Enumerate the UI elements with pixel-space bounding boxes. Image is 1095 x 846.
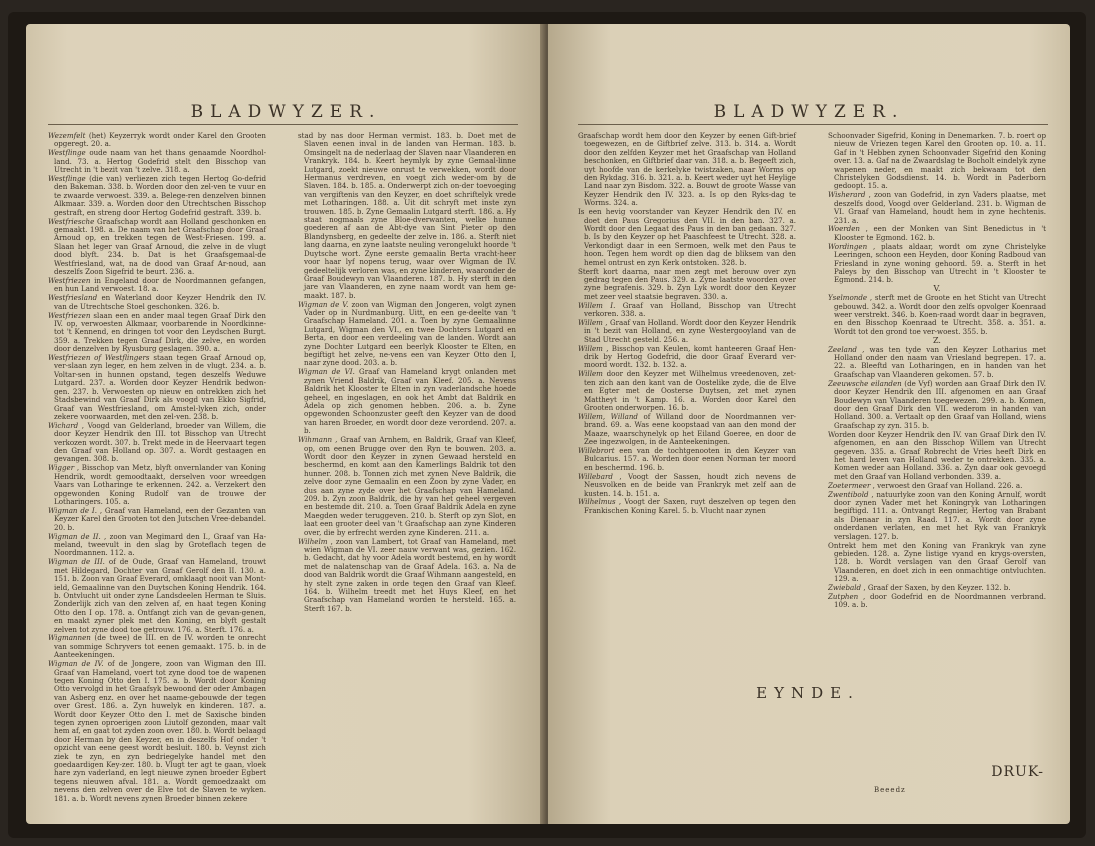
entry-keyword: Westfriezen of Westflingers	[48, 353, 154, 363]
entry-keyword: Willebrort	[578, 446, 620, 456]
entry-text: , Graaf van Hameland, een der Gezanten van Keyzer Karel den Grooten tot den Jutschen Vree-debandel. 20. b.	[54, 505, 266, 532]
index-entry	[48, 422, 266, 464]
left-column-2	[298, 132, 516, 614]
entry-text: of Willand door de Noordmannen ver-brand. 69. a. Was eene koopstaad van aan den mond der Maaze, waarschynelyk op het Eiland Goeree, en door de Zee ingezwolgen, in de Aanteekeningen.	[584, 411, 796, 447]
entry-keyword: Wigman de II.	[48, 531, 105, 541]
entry-text: of de Oude, Graaf van Hameland, trouwt met Hildegard, Dochter van Graaf Gerolf den II. 130. a. 151. b. Zoon van Graaf Everard, omklaagt nooit van Mont-ield, Gemaalinne van den Duytschen Koning Hendrik. 164. b. Ontvlucht uit onder zyne Landsdeelen Herman te Sluis. Zonderlijk zich van den zelven af, en haat tegen Koning Otto den I op. 178. a. Ontfangt zich van de gevan-genen, en maakt zyner plek met den Koning, en blyft gestalt zelven tot zyne dood toe getrouw. 176. a. Sterft. 176. a.	[54, 557, 266, 634]
left-column-1	[48, 132, 266, 804]
entry-keyword: Willem	[578, 369, 607, 379]
entry-keyword: Zwentibold	[828, 489, 872, 499]
entry-text: , zoon van Lambert, tot Graaf van Hameland, met wien Wigman de VI. zeer nauw verwant was, gezien. 162. b. Gedacht, dat hy voor Adela wordt bestemd, en hy wordt met de nalatenschap van de Graaf Adela. 163. a. Na de dood van Baldrik wordt die Graaf Wihmann aangesteld, en hy stelt zyne zaken in orde tegen den Graaf van Kleef. 164. b. Wilhelm treedt met het Huys Kleef, en het Graafschap van Hameland worden te hersteld. 165. a. Sterft 167. b.	[304, 536, 516, 613]
open-book	[8, 12, 1086, 838]
entry-keyword: Wigman de VI.	[298, 367, 360, 377]
end-marker: EYNDE.	[756, 684, 860, 702]
entry-keyword: Westflinge	[48, 148, 90, 158]
entry-text: Graaf van Hameland krygt onlanden met zynen Vriend Baldrik, Graaf van Kleef. 205. a. Nevens Baldrik het Klooster te Elten in zyn vaderlandsche hoede geheel, en ingeslagen, en ook het Ambt dat Baldrik en Adela op zich genomen hebben. 206. a. b. Zyne opgewonden Schoonzuster geeft den Keyzer van de dood van haren Broeder, en wordt door deze verordend. 207. a. b.	[304, 367, 517, 436]
entry-text: , natuurlyke zoon van den Koning Arnulf, wordt door zynen Vader met het Koningryk van Lotharingen begiftigd. 111. a. Ontvangt Regnier, Hertog van Brabant als Dienaar in zyn Raad. 117. a. Wordt door zyne onderdanen verlaten, en met het Ryk van Frankryk verslagen. 127. b.	[834, 489, 1046, 541]
index-entry	[48, 294, 266, 311]
entry-keyword: Wigman de V.	[298, 299, 352, 309]
catchword: Beeedz	[874, 786, 906, 794]
index-entry	[578, 447, 796, 472]
index-entry	[828, 431, 1046, 481]
index-entry	[48, 354, 266, 421]
entry-text: Is een hevig voorstander van Keyzer Hendrik den IV. en doet den Paus Gregorius den VII. in den ban. 327. a. Wordt door den Legaat des Paus in den ban gedaan. 327. b. Is by den Keyzer op het Paaschfeest te Utrecht. 328. a. Verkondigt daar in een Sermoen, welk met den Paus te hoon. Tegen hem wordt op dien dag de bliksem van den hemel ontrust en zyn Kerk ontstoken. 328. b.	[578, 207, 796, 267]
left-page-header: BLADWYZER.	[190, 102, 382, 122]
index-entry	[578, 345, 796, 370]
entry-text: staan tegen Graaf Arnoud op, ver-slaan zyn leger, en hem zelven in de vlugt. 234. a. b. Voltar-sen in hunnen opstand, tegen deszelfs Weduwe Lutgard. 237. a. Worden door Keyzer Hendrik bedwon-gen. 237. b. Verwoesten op nieuw en ontrekken zich het Stadsbewind van Graaf Dirk als voogd van Ekko Sigfrid, Graaf van Westfriesland, om Amstel-lyken zich, onder zekere voorwaarden, met den zel-ven. 238. b.	[54, 353, 266, 421]
entry-keyword: Wisherard	[828, 190, 869, 200]
entry-keyword: Wigman de IV.	[48, 659, 108, 669]
entry-text: , Voogd van Gelderland, broeder van Willem, die door Keyzer Hendrik den III. tot Bisschop van Utrecht verkozen wordt. 307. b. Trekt mede in de Heervaart tegen den Graaf van Holland op. 307. a. Wordt gestaagen en gevangen. 308. b.	[54, 420, 266, 464]
entry-text: en Waterland door Keyzer Hendrik den IV. van de Utrechtsche Stoel geschonken. 326. b.	[54, 293, 266, 311]
index-entry	[578, 319, 796, 344]
index-entry: V.	[933, 284, 941, 294]
entry-text: Graafschap wordt hem door den Keyzer by eenen Gift-brief toegewezen, en de Giftbrief zelve. 313. b. 314. a. Wordt door den zelfden Keyzer met het Graafschap van Holland beschonken, en Giftbrief daar van. 318. a. b. Begeeft zich, uyt hoofde van de kerkelyke twistzaken, naar Worms op den Rykdag. 316. b. 321. a. b. Keert weder uyt het Heylige Land naar zyn Bisdom. 322. a. Bouwt de groote Wasse van Keyzer Hendrik den IV. 323. a. Is op den Ryks-dag te Worms. 324. a.	[578, 131, 796, 208]
index-entry	[828, 191, 1046, 225]
entry-keyword: Zwiebald	[828, 583, 864, 593]
entry-keyword: Westfriesland	[48, 293, 102, 303]
right-column-1	[578, 132, 796, 516]
index-entry	[578, 413, 796, 447]
entry-text: oude naam van het thans genaamde Noordhol-land. 73. a. Hertog Godefrid stelt den Bisschop van Utrecht in 't bezit van 't zelve. 318. a.	[54, 148, 267, 175]
entry-text: zoon van Wigman den Jongeren, volgt zynen Vader op in Nurdmanburg. Uitt, en een ge-deelte van 't Graafschap Hameland. 201. a. Toen by zyne Gemaalinne Lutgard, Wigman den VI., en twee Dochters Lutgard en Berta, en door een verdeeling van de landen. Wordt aan zyne Dochter Lutgard een beerlyk Klooster te Elten, en begiftigt het zelve, ne-vens een van Keyzer Otto den I, naar zyne dood. 203. a. b.	[304, 299, 516, 368]
entry-keyword: Zoetermeer	[828, 480, 873, 490]
index-entry	[298, 368, 516, 435]
index-entry	[828, 542, 1046, 584]
entry-text: of de Jongere, zoon van Wigman den III. Graaf van Hameland, voert tot zyne dood toe de wapenen tegen Koning Otto den I. 175. a. b. Wordt door Koning Otto vervolgd in het Graafsyk bewoond der oder Ambagen van Asberg enz. en over het naame-gebouwde der tegen over Grest. 186. a. Zyn huwelyk en kinderen. 187. a. Wordt door Keyzer Otto den I. met de Saxische binden tegen zynen oproerigen zoon Liutolf gezonden, maar valt hem af, en gaat tot zyden zoon over. 180. b. Wordt belaagd door Herman by den Keyzer, en in deszelfs Hof onder 't opzicht van eene geest wordt besluit. 180. b. Veynst zich ziek te zyn, en zyn bedriegelyke handel met den goedaardigen Key-zer. 180. b. Vlugt ter agt te gaan, vloek hare zyn vaderland, en legt nieuwe zynen broeder Egbert tegens nieuwen afval. 181. a. Wordt gemoedzaakt om nevens den zelven over de Elve tot de Slaven te wyken. 181. a. b. Wordt nevens zynen Broeder binnen zekere	[54, 659, 266, 803]
index-entry	[48, 634, 266, 659]
entry-text: door den Keyzer met Wilhelmus vreedenoven, zet-ten zich aan den kant van de Oostelike zyde, die de Elve en Egter met de Oosterse Duytsen, zet met zynen Mattheyt in 't Kamp. 16. a. Worden door Karel den Grooten onderworpen. 16. b.	[584, 369, 796, 412]
entry-keyword: Zutphen	[828, 591, 863, 601]
entry-text: Graafschap wordt aan Holland geschonken en gemaakt. 198. a. De naam van het Graafschap door Graaf Arnoud op, en trekken tegen de West-Friesen. 199. a. Slaan het leger van Graaf Arnoud, die zelve in de vlugt dood blyft. 234. b. Dat is het Graafsgemaal-de Westfriesland, wat, na de dood van Graaf Ar-noud, aan deszelfs Zoon Sigefrid te beurt. 236. a.	[54, 216, 266, 276]
index-entry	[578, 498, 796, 515]
entry-text: Ontrekt hem met den Koning van Frankryk van zyne gebieden. 128. a. Zyne listige vyand en krygs-oversten, 128. b. Wordt verslagen van den Graaf Gerolf van Vlaanderen, en doet zich in een onmachtige ontvluchten. 129. a.	[828, 540, 1046, 584]
entry-keyword: Wigger	[48, 463, 77, 473]
entry-keyword: Wezemfelt	[48, 131, 89, 140]
entry-text: stad by nas door Herman vermist. 183. b. Doet met de Slaven eenen inval in de landen van Herman. 183. b. Omsingelt na de nederlaag der Slaven naar Vlaanderen en Vrankryk. 184. b. Keert heymlyk by zyne Gemaal-linne Lutgard, zoekt nieuwe onrust te verwekken, wordt door Hermanus verdreven, en voegt zich weder-om by de Slaven. 184. b. 185. a. Onderwerpt zich on-der toevoeging van vergiftenis van den Keyzer, en doet schriftelyk vrede met Lotharingen. 188. a. Uit dit schryft met inste zyn trouwen. 185. b. Zyne Gemaalin Lutgard sterft. 186. a. Hy staat nogmaals zyne Bloe-dverwanten, welke hunne goederen af aan de Abt-dye van Sint Pieter op den Blandynsberg, en gedeelte der zelve in. 186. a. Sterft niet lang daarna, en zyne laatste neuling verongelukt hoorde 't Duytsche wort. Zyne eerste gemaalin Berta vracht-heer voor haar lyf nopens terug, waar over Wigman de IV. gedeeltelijk verloren was, en zyne kinderen, waaronder de Graaf Boudewyn van Vlaanderen. 187. b. Hy sterft in den jare van Vlaanderen, en zyne naam wordt van hem ge-maakt. 187. b.	[298, 131, 516, 300]
right-page-header: BLADWYZER.	[713, 102, 905, 122]
index-entry	[48, 507, 266, 532]
entry-keyword: Wilhelmus	[578, 497, 619, 507]
entry-keyword: Woerden	[828, 224, 866, 234]
entry-text: , Graaf van Holland. Wordt door den Keyzer Hendrik in 't bezit van Holland, en zyne Westergooyland van de Stad Utrecht gesteld. 256. a.	[584, 317, 796, 344]
druk-marker: DRUK-	[991, 764, 1044, 780]
left-header-rule	[48, 124, 518, 125]
entry-text: , Bisschop van Metz, blyft onvernlander van Koning Hendrik, wordt gemoodtaakt, derselven voor wreedgen Vaars van Lotharinge te erkennen. 242. a. Verzekert den opgewonden Koning Rudolf van de trouwe der Lotharingers. 105. a.	[54, 463, 266, 506]
entry-keyword: Willem	[578, 317, 606, 327]
entry-text: (de twee) de III. en de IV. worden te onrecht van sommige Schryvers tot eenen gemaakt. 175. b. in de Aanteekeningen.	[54, 633, 266, 660]
entry-text: Graaf van Holland, Bisschop van Utrecht verkoren. 338. a.	[584, 300, 796, 319]
index-entry	[578, 302, 796, 319]
entry-keyword: Wigman de I.	[48, 505, 100, 515]
entry-text: Schoonvader Sigefrid, Koning in Denemarken. 7. b. roert op nieuw de Vriezen tegen Karel den Grooten op. 10. a. 11. Gaf in 't Hebben zynen Schoonvader Sigefrid den Koning over. 13. a. Gaf na de Zwaardslag te Bocholt eindelyk zyne wapenen neder, en maakt zich bekwaam tot den Christelyken Godsdienst. 14. b. Wordt in Paderborn gedoopt. 15. a.	[828, 132, 1046, 191]
entry-text: , Graaf der Saxen, by den Keyzer. 132. b.	[863, 583, 1011, 593]
entry-text: Worden door Keyzer Hendrik den IV. van Graaf Dirk den IV. afgenomen, en aan den Bisschop Willem van Utrecht gegeven. 335. a. Graaf Robrecht de Vries heeft Dirk en het hard leven van Holland weder te ontrekken. 335. a. Komen weder aan Holland. 336. a. Zyn daar ook gevoegd met den Graaf van Holland verbonden. 339. a.	[828, 429, 1046, 481]
entry-keyword: Wihmann	[298, 435, 336, 445]
index-entry	[828, 294, 1046, 336]
entry-text: (de Vyf) worden aan Graaf Dirk den IV. door Keyzer Hendrik den III. afgenomen en aan Graaf Boudewyn van Vlaanderen toegewezen. 299. a. b. Komen, door den Graaf Dirk den VII. wederom in handen van Holland. 300. a. Vertaalt op den Graaf van Holland, wiens Graafschap zy zyn. 315. b.	[834, 378, 1046, 430]
entry-text: , een der Monken van Sint Benedictus in 't Klooster te Egmond. 162. b.	[834, 224, 1046, 242]
entry-text: , Graaf van Arnhem, en Baldrik, Graaf van Kleef, op, om eenen Brugge over den Ryn te bouwen. 203. a. Wordt door den Keyzer in zynen Gewaad hersteld en beschermd, en komt aan den Kamerlings Baldrik tot den hunner. 208. b. Tonnen zich met zynen Neve Baldrik, die zelve door zyne Gemaalin en een Zoon by zyne Vader, en dus aan zyne zyde over het Graafschap van Hameland. 209. b. Zyn zoon Baldrik, die hy van het geheel vergeven en bestemde dit. 210. a. Toen Graaf Baldrik Adela en zyne Maegden weder teruggeven. 210. b. Sterft op zyn Slot, en laat een grooter deel van 't Graafschap aan zyne Kinderen over, die by erfrecht werden zyne Kinderen. 211. a.	[304, 435, 516, 537]
index-entry	[298, 538, 516, 614]
entry-text: , Bisschop van Keulen, komt hanteeren Graaf Hen-drik by Hertog Godefrid, die door Graaf Everard ver-moord wordt. 132. b. 132. a.	[584, 343, 796, 370]
index-entry	[48, 312, 266, 354]
index-entry	[828, 491, 1046, 541]
index-entry	[578, 132, 796, 208]
entry-keyword: Wigman de III.	[48, 557, 109, 567]
index-entry	[828, 346, 1046, 380]
index-entry	[48, 464, 266, 506]
index-entry	[828, 225, 1046, 242]
entry-keyword: Willem, Willand	[578, 411, 644, 421]
entry-keyword: Willem I.	[578, 300, 623, 310]
entry-text: , was ten tyde van den Keyzer Lotharius met Holland onder den naam van Vriesland begrepen. 17. a. 22. a. Bleeftd van Lotharingen, en in handen van het Graafschap van Vlaanderen gekomen. 57. b.	[834, 344, 1046, 379]
index-entry	[298, 132, 516, 300]
entry-keyword: Westfriezen	[48, 275, 95, 285]
index-entry	[298, 436, 516, 537]
left-page	[26, 24, 546, 824]
right-column-2	[828, 132, 1046, 672]
index-entry: Z.	[933, 335, 941, 345]
index-entry	[578, 473, 796, 498]
entry-text: , Voogt der Saxen, ruyt deszelven op tegen den Frankischen Koning Karel. 5. b. Vlucht naar zynen	[584, 497, 796, 515]
index-entry	[48, 533, 266, 558]
entry-keyword: Westfriesche	[48, 216, 98, 226]
entry-keyword: Westfriezen	[48, 310, 94, 320]
index-entry	[48, 558, 266, 634]
index-entry	[48, 218, 266, 277]
entry-text: , plaats aldaar, wordt om zyne Christelyke Leeringen, schoon een Heyden, door Koning Radboud van Friesland in zyne woning gehoord. 59. a. Sterft in het Paleys by den Bisschop van Utrecht in 't Klooster te Egmond. 214. b.	[834, 241, 1046, 285]
index-entry	[48, 149, 266, 174]
entry-text: (die van) verliezen zich tegen Hertog Go-defrid den Bakeman. 338. b. Worden door den zel-ven te vuur en te zwaarde verwoest. 339. a. Belege-ren denzelven binnen Alkmaar. 339. a. Worden door den Utrechtschen Bisschop gestraft, en streng door Hertog Godefrid gestraft. 339. b.	[54, 174, 266, 217]
index-entry	[828, 593, 1046, 610]
entry-keyword: Willebard	[578, 471, 620, 481]
entry-text: (het) Keyzerryk wordt onder Karel den Grooten opgeregt. 20. a.	[54, 131, 266, 149]
index-entry	[48, 277, 266, 294]
entry-text: in Engeland door de Noordmannen gefangen, en hun Land verwoest. 18. a.	[54, 275, 266, 294]
entry-text: , verwoest den Graaf van Holland. 226. a.	[872, 480, 1023, 490]
entry-keyword: Wilhelm	[298, 536, 331, 546]
entry-keyword: Zeeuwsche eilanden	[828, 378, 905, 388]
entry-text: een van de tochtgenooten in den Keyzer van Bulcarius. 157. a. Worden door eenen Norman ter moord en beschermd. 196. b.	[584, 446, 796, 472]
entry-keyword: Zeeland	[828, 344, 863, 354]
entry-text: , zoon van Megimard den I., Graaf van Ha-meland, tweevult in den slag by Groteflach tegen de Noordmannen. 112. a.	[54, 531, 266, 558]
entry-text: , sterft met de Groote en het Sticht van Utrecht gebouwd. 342. a. Wordt door den zelfs opvolger Koenraad weer verstrekt. 346. b. Koen-raad wordt daar in begraven, en den Bisschop Koenraad te Utrecht. 358. a. 351. a. Wordt tot den grond toe ver-woest. 355. b.	[834, 293, 1046, 336]
entry-text: , zoon van Godefrid, in zyn Vaders plaatse, met deszelfs dood, Voogd over Gelderland. 231. b. Wigman de VI. Graaf van Hameland, houdt hem in zyne hechtenis. 231. a.	[834, 190, 1046, 225]
index-entry	[48, 660, 266, 803]
index-entry	[828, 380, 1046, 430]
entry-keyword: Yselmonde	[828, 293, 870, 303]
entry-keyword: Westflinge	[48, 174, 90, 184]
index-entry	[48, 175, 266, 217]
entry-text: Sterft kort daarna, naar men zegt met berouw over zyn gedrag tegen den Paus. 329. a. Zyne laatste woorden over zyne begrafenis. 329. b. Zyn Lyk wordt door den Keyzer met zeer veel staatsie begraven. 330. a.	[578, 266, 796, 301]
index-entry	[298, 301, 516, 368]
index-entry	[48, 132, 266, 149]
entry-text: , Voogt der Sassen, houdt zich nevens de Neusvolken en de beide van Frankryk met zelf aan de kusten. 14. b. 151. a.	[584, 471, 796, 498]
index-entry	[578, 370, 796, 412]
entry-keyword: Willem	[578, 343, 607, 353]
entry-keyword: Wordingen	[828, 241, 873, 251]
index-entry	[578, 208, 796, 267]
right-page	[548, 24, 1070, 824]
index-entry	[578, 268, 796, 302]
right-header-rule	[578, 124, 1048, 125]
index-entry	[828, 132, 1046, 191]
entry-keyword: Wigmannen	[48, 633, 95, 643]
entry-keyword: Wichard	[48, 420, 82, 430]
entry-text: , door Godefrid en de Noordmannen verbrand. 109. a. b.	[834, 591, 1046, 610]
entry-text: slaan een en ander maal tegen Graaf Dirk den IV. op, verwoesten Alkmaar, voorbarende in Noordkinne-tot 't Kennend, en dringen tot voor den Leydschen Burgt. 359. a. Trekken tegen Graaf Dirk, die zelve, en worden door denzelven by Ryusburg geslagen. 390. a.	[54, 310, 266, 354]
index-entry	[828, 243, 1046, 285]
